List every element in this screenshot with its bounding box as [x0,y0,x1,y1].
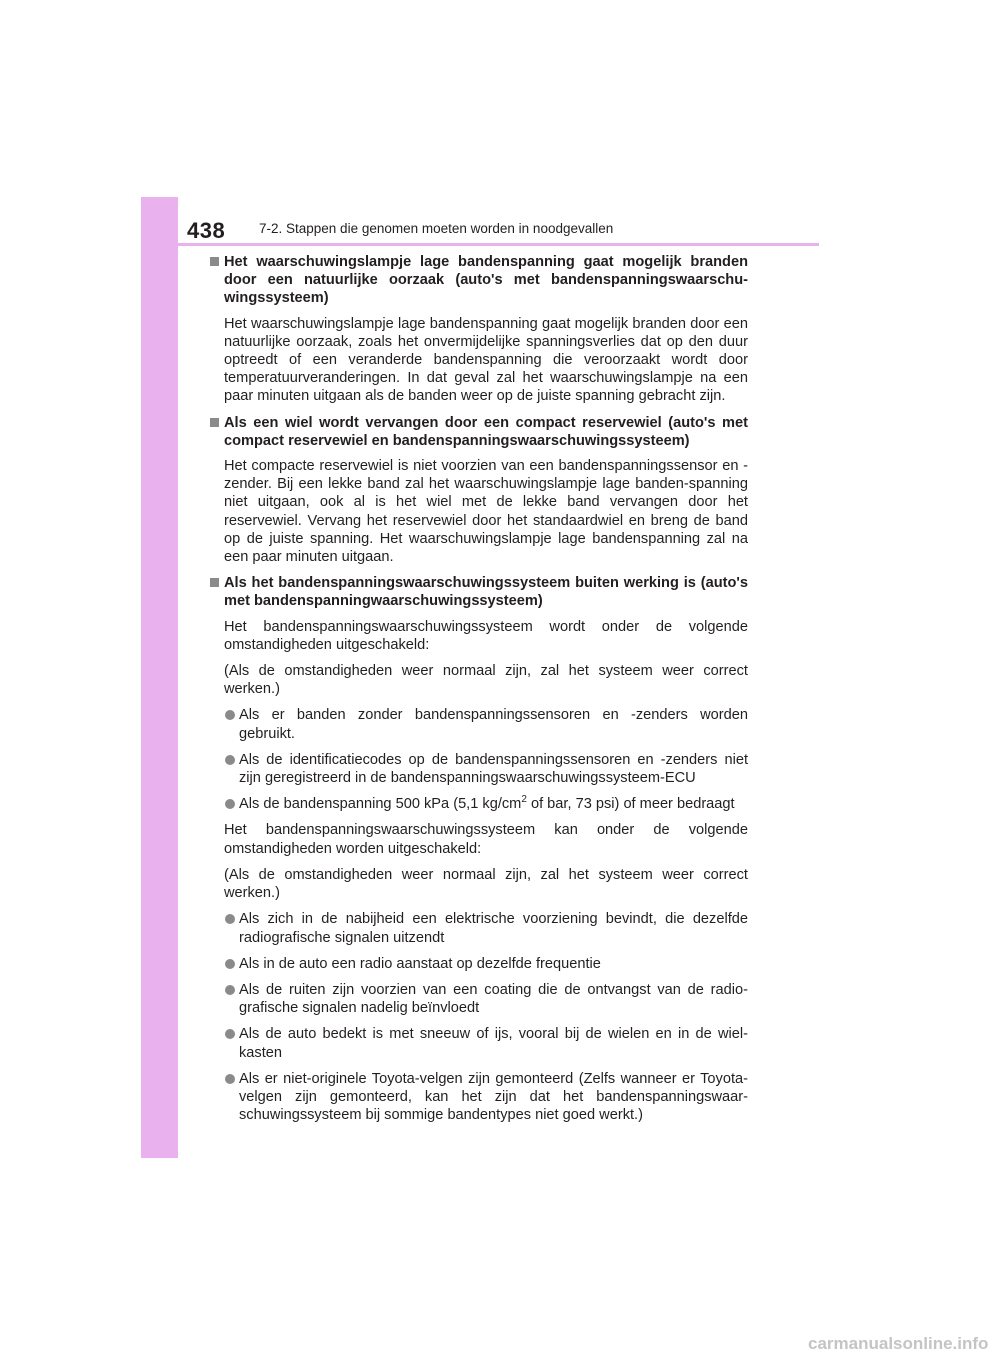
list-item: Als de bandenspanning 500 kPa (5,1 $kg/cm^2$ of bar, 73 psi) of meer bedraagt [210,795,748,813]
square-bullet-icon [210,578,219,587]
header-rule [178,243,819,246]
round-bullet-icon [225,959,235,969]
watermark: carmanualsonline.info [808,1334,988,1353]
section-body: Het compacte reservewiel is niet voorzien van een bandenspanningssensor en -zender. Bij een lekke band zal het waarschuwingslampje lage banden-spanning niet uitgaan, ook al is het wiel met de lekke band vervangen door het reservewiel. Vervang het reservewiel door het standaardwiel en breng de band op de juiste spanning. Het waarschuwingslampje lage bandenspanning zal na een paar minuten uitgaan. [224,458,748,566]
section-title: 7-2. Stappen die genomen moeten worden in noodgevallen [259,221,614,236]
square-bullet-icon [210,418,219,427]
page-content [210,253,748,1132]
section-note: (Als de omstandigheden weer normaal zijn, zal het systeem weer correct werken.) [224,866,748,902]
list-item: Als in de auto een radio aanstaat op dezelfde frequentie [210,955,748,973]
round-bullet-icon [225,985,235,995]
list-item: Als de auto bedekt is met sneeuw of ijs, vooral bij de wielen en in de wiel-kasten [210,1025,748,1061]
section-intro: Het bandenspanningswaarschuwingssysteem wordt onder de volgende omstandigheden uitgeschakeld: [224,618,748,653]
square-bullet-icon [210,257,219,266]
list-item: Als de ruiten zijn voorzien van een coating die de ontvangst van de radio-grafische signalen nadelig beïnvloedt [210,981,748,1017]
page-number: 438 [187,218,226,243]
list-item: Als de identificatiecodes op de bandenspanningssensoren en -zenders niet zijn geregistreerd in de bandenspanningswaarschuwingssysteem-ECU [210,751,748,787]
list-item: Als er niet-originele Toyota-velgen zijn gemonteerd (Zelfs wanneer er Toyota-velgen zijn gemonteerd, kan het zijn dat het bandenspanningswaar-schuwingssysteem bij sommige bandentypes niet goed werkt.) [210,1070,748,1125]
section-heading-text: Het waarschuwingslampje lage bandenspanning gaat mogelijk branden door een natuurlijke oorzaak (auto's met bandenspanningswaarschu-wingssysteem) [224,254,748,307]
round-bullet-icon [225,755,235,765]
list-item: Als er banden zonder bandenspanningssensoren en -zenders worden gebruikt. [210,706,748,742]
round-bullet-icon [225,1074,235,1084]
section-heading [210,253,748,308]
round-bullet-icon [225,1029,235,1039]
section-heading [210,574,748,610]
superscript: 2 [521,794,527,806]
round-bullet-icon [225,914,235,924]
section-heading-text: Als het bandenspanningswaarschuwingssysteem buiten werking is (auto's met bandenspanningwaarschuwingssysteem) [224,575,748,610]
chapter-sidebar-tab [141,197,178,1158]
section-intro: Het bandenspanningswaarschuwingssysteem kan onder de volgende omstandigheden worden uitgeschakeld: [224,822,748,857]
round-bullet-icon [225,710,235,720]
section-heading [210,414,748,450]
section-heading-text: Als een wiel wordt vervangen door een compact reservewiel (auto's met compact reservewiel en bandenspanningswaarschuwingssysteem) [224,414,748,449]
round-bullet-icon [225,799,235,809]
list-item: Als zich in de nabijheid een elektrische voorziening bevindt, die dezelfde radiografische signalen uitzendt [210,910,748,946]
section-note: (Als de omstandigheden weer normaal zijn, zal het systeem weer correct werken.) [224,663,748,698]
section-body: Het waarschuwingslampje lage bandenspanning gaat mogelijk branden door een natuurlijke oorzaak, zoals het onvermijdelijke spanningsverlies dat op den duur optreedt of een veranderde bandenspanning die veroorzaakt wordt door temperatuurveranderingen. In dat geval zal het waarschuwingslampje na een paar minuten uitgaan als de banden weer op de juiste spanning gebracht zijn. [224,315,748,405]
